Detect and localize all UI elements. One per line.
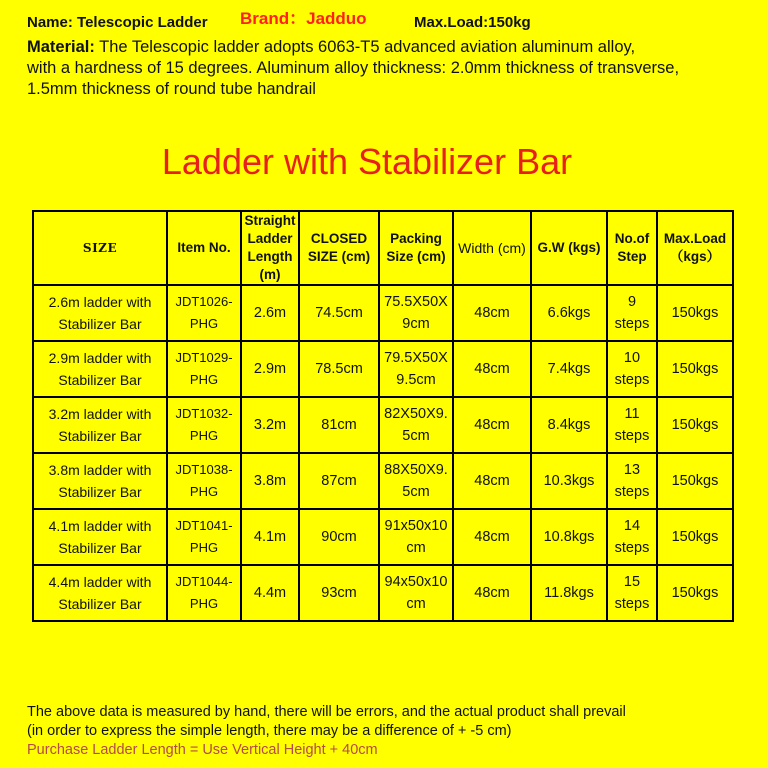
- cell-gross-weight: 8.4kgs: [531, 397, 607, 453]
- cell-straight-length: 3.8m: [241, 453, 299, 509]
- cell-straight-length: 4.1m: [241, 509, 299, 565]
- cell-size: 3.8m ladder with Stabilizer Bar: [33, 453, 167, 509]
- cell-item-no: JDT1032-PHG: [167, 397, 241, 453]
- table-row: [33, 285, 733, 341]
- cell-steps: 11 steps: [607, 397, 657, 453]
- table-row: [33, 565, 733, 621]
- header-max-load: Max.Load （kgs）: [657, 211, 733, 285]
- cell-closed-size: 78.5cm: [299, 341, 379, 397]
- cell-packing-size: 91x50x10 cm: [379, 509, 453, 565]
- table-header-row: [33, 211, 733, 285]
- table-row: [33, 509, 733, 565]
- cell-item-no: JDT1029-PHG: [167, 341, 241, 397]
- cell-gross-weight: 10.3kgs: [531, 453, 607, 509]
- cell-packing-size: 82X50X9. 5cm: [379, 397, 453, 453]
- header: [27, 9, 757, 34]
- cell-packing-size: 94x50x10 cm: [379, 565, 453, 621]
- header-item-no: Item No.: [167, 211, 241, 285]
- product-name: Name: Telescopic Ladder: [27, 14, 208, 31]
- cell-size: 3.2m ladder with Stabilizer Bar: [33, 397, 167, 453]
- header-packing-size: Packing Size (cm): [379, 211, 453, 285]
- cell-size: 4.4m ladder with Stabilizer Bar: [33, 565, 167, 621]
- cell-width: 48cm: [453, 453, 531, 509]
- cell-closed-size: 87cm: [299, 453, 379, 509]
- cell-closed-size: 90cm: [299, 509, 379, 565]
- header-width: Width (cm): [453, 211, 531, 285]
- footer-note-1: The above data is measured by hand, there will be errors, and the actual product shall prevail: [27, 704, 626, 720]
- cell-packing-size: 79.5X50X 9.5cm: [379, 341, 453, 397]
- material-label: Material:: [27, 38, 95, 56]
- cell-steps: 15 steps: [607, 565, 657, 621]
- cell-max-load: 150kgs: [657, 397, 733, 453]
- table-row: [33, 453, 733, 509]
- cell-gross-weight: 7.4kgs: [531, 341, 607, 397]
- cell-straight-length: 2.6m: [241, 285, 299, 341]
- header-size: SIZE: [33, 211, 167, 285]
- brand-label: Brand：Jadduo: [240, 9, 367, 28]
- cell-width: 48cm: [453, 509, 531, 565]
- cell-gross-weight: 6.6kgs: [531, 285, 607, 341]
- cell-item-no: JDT1041-PHG: [167, 509, 241, 565]
- cell-steps: 9 steps: [607, 285, 657, 341]
- cell-steps: 10 steps: [607, 341, 657, 397]
- footer-notes: [27, 703, 757, 760]
- cell-straight-length: 4.4m: [241, 565, 299, 621]
- cell-size: 4.1m ladder with Stabilizer Bar: [33, 509, 167, 565]
- cell-straight-length: 3.2m: [241, 397, 299, 453]
- header-straight-length: Straight Ladder Length (m): [241, 211, 299, 285]
- footer-note-2: (in order to express the simple length, there may be a difference of + -5 cm): [27, 723, 512, 739]
- cell-max-load: 150kgs: [657, 285, 733, 341]
- cell-width: 48cm: [453, 341, 531, 397]
- cell-width: 48cm: [453, 397, 531, 453]
- cell-max-load: 150kgs: [657, 565, 733, 621]
- cell-straight-length: 2.9m: [241, 341, 299, 397]
- max-load-label: Max.Load:150kg: [414, 14, 531, 31]
- spec-table: [32, 210, 734, 622]
- cell-packing-size: 75.5X50X 9cm: [379, 285, 453, 341]
- cell-closed-size: 81cm: [299, 397, 379, 453]
- footer-purchase-formula: Purchase Ladder Length = Use Vertical Height + 40cm: [27, 742, 378, 758]
- cell-max-load: 150kgs: [657, 341, 733, 397]
- material-line-3: 1.5mm thickness of round tube handrail: [27, 80, 316, 98]
- header-steps: No.of Step: [607, 211, 657, 285]
- cell-item-no: JDT1026-PHG: [167, 285, 241, 341]
- cell-gross-weight: 10.8kgs: [531, 509, 607, 565]
- cell-width: 48cm: [453, 565, 531, 621]
- material-description: [27, 37, 757, 100]
- cell-width: 48cm: [453, 285, 531, 341]
- material-line-2: with a hardness of 15 degrees. Aluminum alloy thickness: 2.0mm thickness of transverse,: [27, 59, 680, 77]
- cell-max-load: 150kgs: [657, 509, 733, 565]
- cell-size: 2.9m ladder with Stabilizer Bar: [33, 341, 167, 397]
- cell-closed-size: 93cm: [299, 565, 379, 621]
- cell-packing-size: 88X50X9. 5cm: [379, 453, 453, 509]
- cell-steps: 14 steps: [607, 509, 657, 565]
- header-gross-weight: G.W (kgs): [531, 211, 607, 285]
- cell-size: 2.6m ladder with Stabilizer Bar: [33, 285, 167, 341]
- cell-max-load: 150kgs: [657, 453, 733, 509]
- material-line-1: The Telescopic ladder adopts 6063-T5 advanced aviation aluminum alloy,: [94, 38, 636, 56]
- cell-closed-size: 74.5cm: [299, 285, 379, 341]
- cell-steps: 13 steps: [607, 453, 657, 509]
- cell-item-no: JDT1044-PHG: [167, 565, 241, 621]
- header-closed-size: CLOSED SIZE (cm): [299, 211, 379, 285]
- page-title: Ladder with Stabilizer Bar: [161, 141, 573, 182]
- table-row: [33, 341, 733, 397]
- cell-gross-weight: 11.8kgs: [531, 565, 607, 621]
- cell-item-no: JDT1038-PHG: [167, 453, 241, 509]
- table-row: [33, 397, 733, 453]
